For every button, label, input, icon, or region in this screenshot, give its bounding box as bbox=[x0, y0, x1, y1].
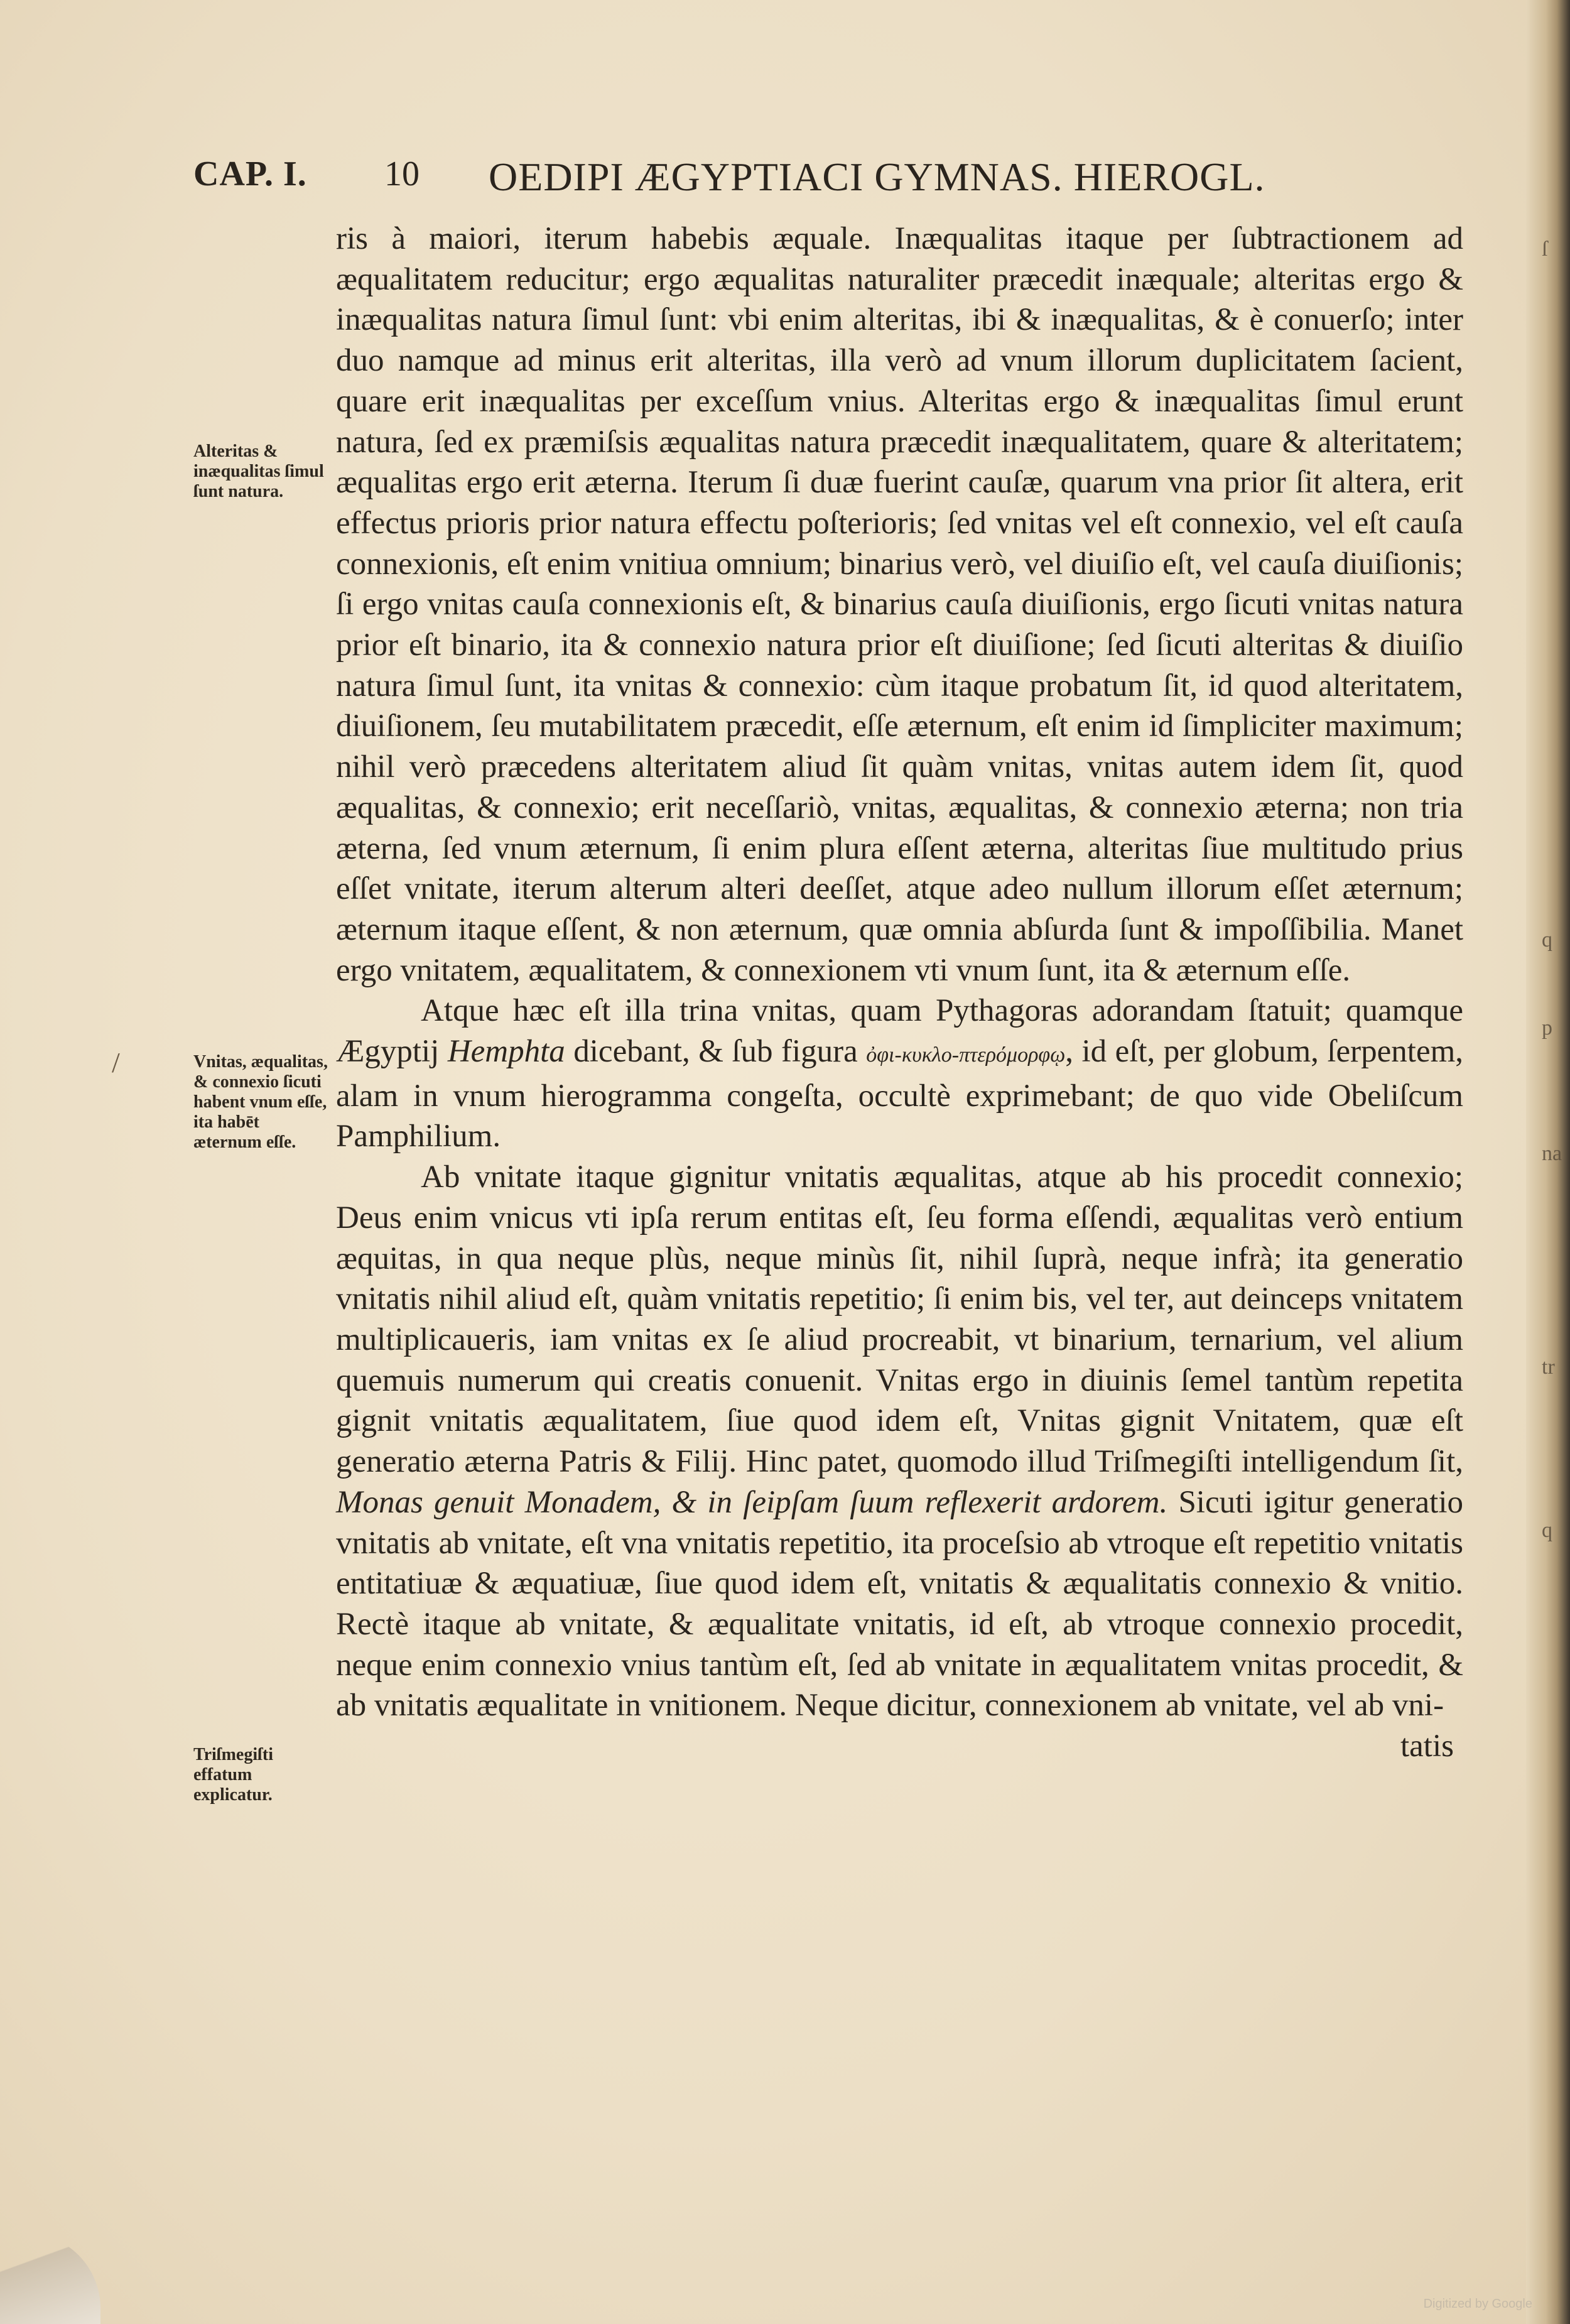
bleed-through-mark: na bbox=[1542, 1142, 1562, 1165]
paragraph-3 bbox=[336, 1157, 1463, 1726]
paragraph-2 bbox=[336, 991, 1463, 1157]
bleed-through-mark: q bbox=[1542, 1519, 1552, 1542]
bleed-through-mark: p bbox=[1542, 1016, 1552, 1040]
paragraph-3-text-a: Ab vnitate itaque gignitur vnitatis æqualitas, atque ab his procedit connexio; Deus enim vnicus vti ipſa rerum entitas eſt, ſeu forma eſſendi, æqualitas verò entium æquitas, in qua neque plùs, neque minùs ſit, nihil ſuprà, neque infrà; ita generatio vnitatis nihil aliud eſt, quàm vnitatis repetitio; ſi enim bis, vel ter, aut deinceps vnitatem multiplicaueris, iam vnitas ex ſe aliud procreabit, vt binarium, ternarium, vel alium quemuis numerum qui creatis conuenit. Vnitas ergo in diuinis ſemel tantùm repetita gignit vnitatis æqualitatem, ſiue quod idem eſt, Vnitas gignit Vnitatem, quæ eſt generatio æterna Patris & Filij. Hinc patet, quomodo illud Triſmegiſti intelligendum ſit, bbox=[336, 1159, 1463, 1480]
bleed-through-mark: q bbox=[1542, 928, 1552, 952]
chapter-label: CAP. I. bbox=[193, 155, 307, 193]
trismegistus-quote: Monas genuit Monadem, & in ſeipſam ſuum reflexerit ardorem. bbox=[336, 1484, 1168, 1520]
digitized-watermark: Digitized by Google bbox=[1423, 2297, 1532, 2311]
paragraph-2-text-c: , id eſt, per globum, ſerpentem, alam in vnum hierogramma congeſta, occultè exprimebant; de quo vide Obeliſcum Pamphilium. bbox=[336, 1034, 1464, 1154]
page-number: 10 bbox=[384, 155, 420, 193]
margin-note-alteritas: Alteritas & inæqualitas ſimul ſunt natura. bbox=[193, 442, 324, 501]
paragraph-2-text-a: Atque hæc eſt illa trina vnitas, quam Pythagoras adorandam ſtatuit; quamque Ægyptij bbox=[336, 993, 1463, 1070]
greek-term: ὀφι-κυκλο-πτερόμορφῳ bbox=[866, 1043, 1066, 1067]
margin-note-vnitas: Vnitas, æqualitas, & connexio ſicuti habent vnum eſſe, ita habēt æternum eſſe. bbox=[193, 1052, 328, 1152]
running-title: OEDIPI ÆGYPTIACI GYMNAS. HIEROGL. bbox=[489, 155, 1265, 199]
margin-note-trismegisti: Triſmegiſti effatum explicatur. bbox=[193, 1745, 273, 1805]
main-text bbox=[336, 219, 1463, 1767]
catchword: tatis bbox=[1400, 1729, 1454, 1764]
paragraph-3-text-b: Sicuti igitur generatio vnitatis ab vnitate, eſt vna vnitatis repetitio, ita proceſsio ab vtroque eſt repetitio vnitatis entitatiuæ & æquatiuæ, ſiue quod idem eſt, vnitatis & æqualitatis connexio & vnitio. Rectè itaque ab vnitate, & æqualitate vnitatis, id eſt, ab vtroque connexio procedit, neque enim connexio vnius tantùm eſt, ſed ab vnitate in æqualitatem vnitas procedit, & ab vnitatis æqualitate in vnitionem. Neque dicitur, connexionem ab vnitate, vel ab vni- bbox=[336, 1484, 1463, 1724]
margin-pencil-mark: / bbox=[112, 1046, 120, 1078]
paragraph-1: ris à maiori, iterum habebis æquale. Inæqualitas itaque per ſubtractionem ad æqualitatem reducitur; ergo æqualitas naturaliter præcedit inæquale; alteritas ergo & inæqualitas natura ſimul ſunt: vbi enim alteritas, ibi & inæqualitas, & è conuerſo; inter duo namque ad minus erit alteritas, illa verò ad vnum illorum duplicitatem ſacient, quare erit inæqualitas per exceſſum vnius. Alteritas ergo & inæqualitas ſimul erunt natura, ſed ex præmiſsis æqualitas natura præcedit inæqualitatem, quare & alteritatem; æqualitas ergo erit æterna. Iterum ſi duæ fuerint cauſæ, quarum vna prior ſit altera, erit effectus prioris prior natura effectu poſterioris; ſed vnitas vel eſt connexio, vel eſt cauſa connexionis, eſt enim vnitiua omnium; binarius verò, vel diuiſio eſt, vel cauſa diuiſionis; ſi ergo vnitas cauſa connexionis eſt, & binarius cauſa diuiſionis, ergo ſicuti vnitas natura prior eſt binario, ita & connexio natura prior eſt diuiſione; ſed ſicuti alteritas & diuiſio natura ſimul ſunt, ita vnitas & connexio: cùm itaque probatum ſit, id quod alteritatem, diuiſionem, ſeu mutabilitatem præcedit, eſſe æternum, eſt enim id ſimpliciter maximum; nihil verò præcedens alteritatem aliud ſit quàm vnitas, vnitas autem idem ſit, quod æqualitas, & connexio; erit neceſſariò, vnitas, æqualitas, & connexio æterna; non tria æterna, ſed vnum æternum, ſi enim plura eſſent æterna, alteritas ſiue multitudo prius eſſet vnitate, iterum alterum alteri deeſſet, atque adeo nullum illorum eſſet æternum; æternum itaque eſſent, & non æternum, quæ omnia abſurda ſunt & impoſſibilia. Manet ergo vnitatem, æqualitatem, & connexionem vti vnum ſunt, ita & æternum eſſe. bbox=[336, 221, 1463, 988]
hemphta-term: Hemphta bbox=[447, 1034, 565, 1070]
bleed-through-mark: ſ bbox=[1542, 237, 1548, 261]
bleed-through-mark: tr bbox=[1542, 1355, 1555, 1379]
running-header bbox=[0, 154, 1570, 204]
paragraph-2-text-b: dicebant, & ſub figura bbox=[573, 1034, 858, 1070]
